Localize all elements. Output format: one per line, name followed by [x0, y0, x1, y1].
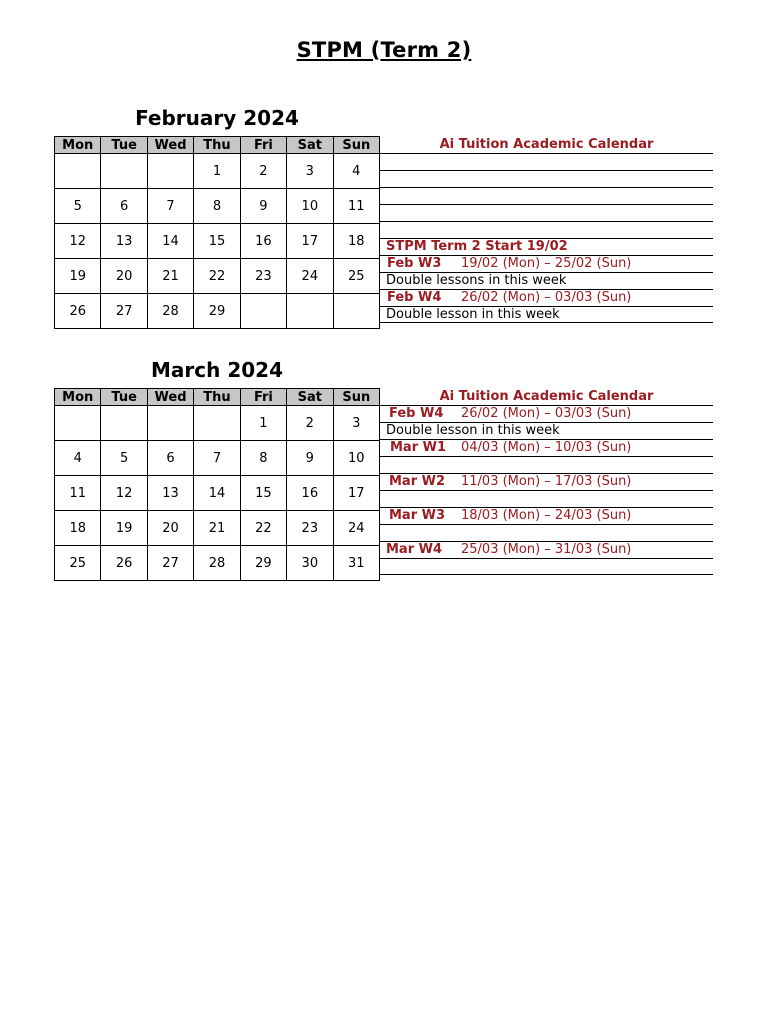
day-cell	[194, 406, 240, 441]
day-cell: 18	[333, 224, 379, 259]
week-label: Mar W2	[389, 474, 446, 489]
week-range: 04/03 (Mon) – 10/03 (Sun)	[461, 440, 632, 455]
march-calendar-grid	[54, 388, 380, 581]
day-cell: 29	[240, 546, 286, 581]
day-cell: 7	[194, 441, 240, 476]
february-notes-panel	[380, 136, 713, 323]
term-start-line	[380, 238, 713, 255]
day-cell: 26	[101, 546, 147, 581]
day-cell	[55, 154, 101, 189]
weekday-header: Thu	[194, 137, 240, 154]
day-cell	[147, 406, 193, 441]
day-cell: 20	[101, 259, 147, 294]
day-cell: 23	[240, 259, 286, 294]
weekday-header-row	[55, 389, 380, 406]
day-cell: 5	[101, 441, 147, 476]
week-row	[55, 189, 380, 224]
week-label: Mar W1	[390, 440, 447, 455]
weekday-header: Sun	[333, 137, 379, 154]
day-cell: 14	[147, 224, 193, 259]
weekday-header: Thu	[194, 389, 240, 406]
day-cell: 19	[55, 259, 101, 294]
day-cell: 8	[240, 441, 286, 476]
note-line	[380, 187, 713, 204]
weekday-header: Mon	[55, 389, 101, 406]
day-cell: 22	[194, 259, 240, 294]
day-cell: 22	[240, 511, 286, 546]
february-calendar-grid	[54, 136, 380, 329]
day-cell: 28	[194, 546, 240, 581]
note-line	[380, 422, 713, 439]
march-notes-panel	[380, 388, 713, 575]
day-cell: 7	[147, 189, 193, 224]
day-cell: 2	[287, 406, 333, 441]
week-row	[55, 546, 380, 581]
day-cell: 19	[101, 511, 147, 546]
day-cell	[333, 294, 379, 329]
week-row	[55, 154, 380, 189]
day-cell: 8	[194, 189, 240, 224]
day-cell: 1	[240, 406, 286, 441]
panel-title: Ai Tuition Academic Calendar	[439, 389, 654, 404]
day-cell: 10	[287, 189, 333, 224]
day-cell: 12	[101, 476, 147, 511]
note-line	[380, 524, 713, 541]
day-cell: 30	[287, 546, 333, 581]
weekday-header: Wed	[147, 389, 193, 406]
week-label: Feb W4	[389, 406, 444, 421]
day-cell: 29	[194, 294, 240, 329]
day-cell: 18	[55, 511, 101, 546]
day-cell	[240, 294, 286, 329]
note-line	[380, 170, 713, 187]
week-line	[380, 405, 713, 422]
weekday-header: Wed	[147, 137, 193, 154]
day-cell: 10	[333, 441, 379, 476]
week-line	[380, 541, 713, 558]
term-start-note: STPM Term 2 Start 19/02	[386, 239, 568, 254]
weekday-header: Fri	[240, 389, 286, 406]
day-cell: 1	[194, 154, 240, 189]
week-note: Double lesson in this week	[386, 307, 560, 322]
note-line	[380, 272, 713, 289]
weekday-header: Tue	[101, 137, 147, 154]
week-range: 18/03 (Mon) – 24/03 (Sun)	[461, 508, 632, 523]
note-line	[380, 490, 713, 507]
day-cell: 23	[287, 511, 333, 546]
week-row	[55, 441, 380, 476]
note-line	[380, 153, 713, 170]
panel-title: Ai Tuition Academic Calendar	[439, 137, 654, 152]
day-cell: 17	[333, 476, 379, 511]
weekday-header: Sun	[333, 389, 379, 406]
day-cell: 4	[333, 154, 379, 189]
day-cell: 16	[240, 224, 286, 259]
week-range: 11/03 (Mon) – 17/03 (Sun)	[461, 474, 632, 489]
day-cell: 13	[147, 476, 193, 511]
week-label: Feb W3	[387, 256, 442, 271]
day-cell: 21	[194, 511, 240, 546]
week-note: Double lessons in this week	[386, 273, 567, 288]
day-cell: 20	[147, 511, 193, 546]
day-cell: 17	[287, 224, 333, 259]
week-row	[55, 406, 380, 441]
day-cell: 5	[55, 189, 101, 224]
weekday-header: Mon	[55, 137, 101, 154]
note-line	[380, 306, 713, 323]
day-cell	[147, 154, 193, 189]
week-note: Double lesson in this week	[386, 423, 560, 438]
note-line	[380, 558, 713, 575]
day-cell: 3	[333, 406, 379, 441]
day-cell: 9	[287, 441, 333, 476]
note-line	[380, 456, 713, 473]
day-cell: 24	[287, 259, 333, 294]
day-cell: 14	[194, 476, 240, 511]
day-cell: 25	[55, 546, 101, 581]
day-cell: 11	[55, 476, 101, 511]
day-cell: 27	[101, 294, 147, 329]
day-cell	[101, 406, 147, 441]
day-cell: 26	[55, 294, 101, 329]
day-cell: 2	[240, 154, 286, 189]
day-cell: 16	[287, 476, 333, 511]
day-cell: 28	[147, 294, 193, 329]
week-row	[55, 224, 380, 259]
day-cell	[287, 294, 333, 329]
day-cell: 15	[240, 476, 286, 511]
week-label: Mar W4	[386, 542, 443, 557]
day-cell: 13	[101, 224, 147, 259]
day-cell: 11	[333, 189, 379, 224]
week-label: Feb W4	[387, 290, 442, 305]
weekday-header: Fri	[240, 137, 286, 154]
day-cell: 6	[101, 189, 147, 224]
day-cell: 25	[333, 259, 379, 294]
day-cell: 21	[147, 259, 193, 294]
week-range: 26/02 (Mon) – 03/03 (Sun)	[461, 406, 632, 421]
note-line	[380, 221, 713, 238]
week-range: 25/03 (Mon) – 31/03 (Sun)	[461, 542, 632, 557]
week-line	[380, 439, 713, 456]
day-cell: 27	[147, 546, 193, 581]
week-row	[55, 294, 380, 329]
note-line	[380, 204, 713, 221]
week-range: 26/02 (Mon) – 03/03 (Sun)	[461, 290, 632, 305]
day-cell: 9	[240, 189, 286, 224]
week-line	[380, 507, 713, 524]
week-range: 19/02 (Mon) – 25/02 (Sun)	[461, 256, 632, 271]
day-cell: 4	[55, 441, 101, 476]
february-title: February 2024	[135, 106, 299, 130]
weekday-header-row	[55, 137, 380, 154]
document-title: STPM (Term 2)	[296, 38, 472, 62]
day-cell: 3	[287, 154, 333, 189]
week-line	[380, 255, 713, 272]
week-line	[380, 289, 713, 306]
week-line	[380, 473, 713, 490]
day-cell	[55, 406, 101, 441]
week-row	[55, 259, 380, 294]
week-row	[55, 476, 380, 511]
day-cell	[101, 154, 147, 189]
day-cell: 12	[55, 224, 101, 259]
day-cell: 6	[147, 441, 193, 476]
week-row	[55, 511, 380, 546]
day-cell: 31	[333, 546, 379, 581]
day-cell: 15	[194, 224, 240, 259]
weekday-header: Tue	[101, 389, 147, 406]
week-label: Mar W3	[389, 508, 446, 523]
weekday-header: Sat	[287, 389, 333, 406]
march-title: March 2024	[151, 358, 283, 382]
weekday-header: Sat	[287, 137, 333, 154]
day-cell: 24	[333, 511, 379, 546]
